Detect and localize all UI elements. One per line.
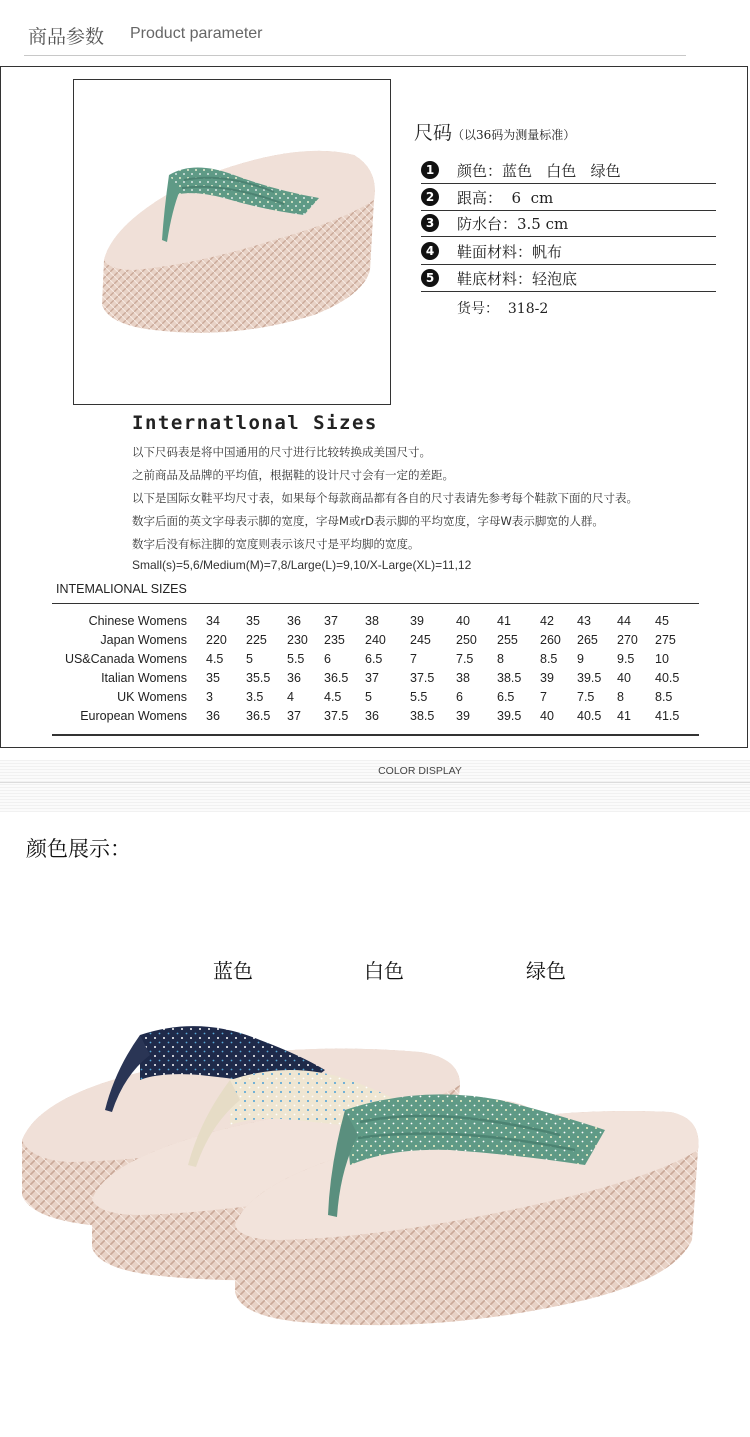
size-cell: 3.5 (246, 690, 264, 704)
spec-row-platform (421, 211, 716, 237)
size-cell: 39 (456, 709, 470, 723)
spec-row-upper (421, 239, 716, 265)
size-cell: 39 (540, 671, 554, 685)
size-cell: 8 (617, 690, 624, 704)
size-cell: 36 (287, 614, 301, 628)
size-note-line: 之前商品及品牌的平均值，根据鞋的设计尺寸会有一定的差距。 (132, 468, 454, 482)
color-variants-photo (0, 1000, 750, 1437)
spec-row-sole (421, 266, 716, 292)
size-cell: 8 (497, 652, 504, 666)
size-cell: 35 (246, 614, 260, 628)
color-display-title: 颜色展示： (26, 837, 131, 861)
size-cell: 7 (410, 652, 417, 666)
size-cell: 10 (655, 652, 669, 666)
color-label-blue: 蓝色 (213, 959, 253, 983)
size-cell: 250 (456, 633, 477, 647)
size-table-title: INTEMALIONAL SIZES (56, 582, 187, 596)
size-cell: 38.5 (497, 671, 522, 685)
size-cell: 44 (617, 614, 631, 628)
size-cell: 36 (206, 709, 220, 723)
size-row-label: US&Canada Womens (64, 652, 187, 666)
size-cell: 41.5 (655, 709, 680, 723)
number-badge-icon: 1 (421, 161, 439, 179)
size-note-line: 数字后没有标注脚的宽度则表示该尺寸是平均脚的宽度。 (132, 537, 420, 551)
size-cell: 4.5 (206, 652, 224, 666)
number-badge-icon: 3 (421, 214, 439, 232)
size-cell: 40 (617, 671, 631, 685)
size-cell: 5 (365, 690, 372, 704)
size-row-label: Chinese Womens (88, 614, 187, 628)
size-cell: 37.5 (410, 671, 435, 685)
size-cell: 35 (206, 671, 220, 685)
number-badge-icon: 5 (421, 269, 439, 287)
size-cell: 41 (497, 614, 511, 628)
size-cell: 38 (456, 671, 470, 685)
size-cell: 255 (497, 633, 518, 647)
size-cell: 260 (540, 633, 561, 647)
size-row-label: UK Womens (117, 690, 187, 704)
size-cell: 265 (577, 633, 598, 647)
spec-text: 跟高： 6 cm (457, 189, 554, 207)
size-cell: 36 (287, 671, 301, 685)
three-sandals-illustration (0, 1000, 750, 1437)
size-cell: 5.5 (410, 690, 428, 704)
size-cell: 40.5 (655, 671, 680, 685)
size-cell: 9 (577, 652, 584, 666)
section-title-en: Product parameter (130, 25, 263, 42)
size-cell: 235 (324, 633, 345, 647)
color-label-white: 白色 (364, 959, 404, 983)
size-note-line: 以下是国际女鞋平均尺寸表，如果每个每款商品都有各自的尺寸表请先参考每个鞋款下面的尺寸表。 (132, 491, 638, 505)
spec-row-heel (421, 185, 716, 211)
size-letter-note: Small(s)=5,6/Medium(M)=7,8/Large(L)=9,10/X-Large(XL)=11,12 (132, 558, 472, 572)
size-spec-heading: 尺码 (414, 122, 453, 144)
size-cell: 8.5 (540, 652, 558, 666)
color-display-label: COLOR DISPLAY (378, 765, 462, 777)
size-cell: 6 (324, 652, 331, 666)
spec-text: 颜色：蓝色 白色 绿色 (457, 162, 621, 180)
size-cell: 35.5 (246, 671, 271, 685)
green-sandal-illustration (74, 80, 390, 404)
section-title-cn: 商品参数 (28, 26, 105, 48)
size-cell: 45 (655, 614, 669, 628)
size-cell: 5 (246, 652, 253, 666)
number-badge-icon: 4 (421, 242, 439, 260)
size-cell: 36.5 (246, 709, 271, 723)
size-cell: 36 (365, 709, 379, 723)
size-cell: 6.5 (497, 690, 515, 704)
size-cell: 4.5 (324, 690, 342, 704)
size-row-label: Italian Womens (101, 671, 187, 685)
size-cell: 38 (365, 614, 379, 628)
size-cell: 6.5 (365, 652, 383, 666)
size-cell: 40 (456, 614, 470, 628)
size-cell: 9.5 (617, 652, 635, 666)
band-divider (0, 782, 750, 783)
size-cell: 40.5 (577, 709, 602, 723)
size-spec-title (414, 118, 575, 145)
size-cell: 5.5 (287, 652, 305, 666)
size-cell: 7.5 (456, 652, 474, 666)
item-number: 货号： 318-2 (457, 301, 549, 317)
size-cell: 42 (540, 614, 554, 628)
size-cell: 4 (287, 690, 294, 704)
size-note-line: 数字后面的英文字母表示脚的宽度，字母M或rD表示脚的平均宽度，字母W表示脚宽的人群。 (132, 514, 604, 528)
size-cell: 220 (206, 633, 227, 647)
size-cell: 39 (410, 614, 424, 628)
size-cell: 3 (206, 690, 213, 704)
size-cell: 37.5 (324, 709, 349, 723)
spec-text: 防水台：3.5 cm (457, 215, 569, 233)
size-cell: 37 (287, 709, 301, 723)
size-cell: 8.5 (655, 690, 673, 704)
size-cell: 7 (540, 690, 547, 704)
size-cell: 275 (655, 633, 676, 647)
number-badge-icon: 2 (421, 188, 439, 206)
size-cell: 230 (287, 633, 308, 647)
size-cell: 38.5 (410, 709, 435, 723)
size-cell: 37 (324, 614, 338, 628)
size-spec-note: （以36码为测量标准） (452, 128, 576, 142)
size-note-line: 以下尺码表是将中国通用的尺寸进行比较转换成美国尺寸。 (132, 445, 431, 459)
table-top-rule (52, 603, 699, 604)
size-cell: 39.5 (497, 709, 522, 723)
spec-text: 鞋底材料：轻泡底 (457, 270, 578, 288)
spec-text: 鞋面材料：帆布 (457, 243, 563, 261)
header-divider (24, 55, 686, 56)
product-photo (73, 79, 391, 405)
size-cell: 7.5 (577, 690, 595, 704)
size-cell: 245 (410, 633, 431, 647)
size-row-label: Japan Womens (100, 633, 187, 647)
size-cell: 240 (365, 633, 386, 647)
size-cell: 40 (540, 709, 554, 723)
color-label-green: 绿色 (526, 959, 566, 983)
size-cell: 34 (206, 614, 220, 628)
size-cell: 43 (577, 614, 591, 628)
table-bottom-rule (52, 734, 699, 736)
spec-row-color (421, 158, 716, 184)
size-cell: 225 (246, 633, 267, 647)
size-cell: 270 (617, 633, 638, 647)
international-sizes-title: Internatlonal Sizes (132, 412, 378, 434)
size-cell: 36.5 (324, 671, 349, 685)
size-cell: 37 (365, 671, 379, 685)
size-cell: 41 (617, 709, 631, 723)
size-cell: 39.5 (577, 671, 602, 685)
size-cell: 6 (456, 690, 463, 704)
size-row-label: European Womens (80, 709, 187, 723)
